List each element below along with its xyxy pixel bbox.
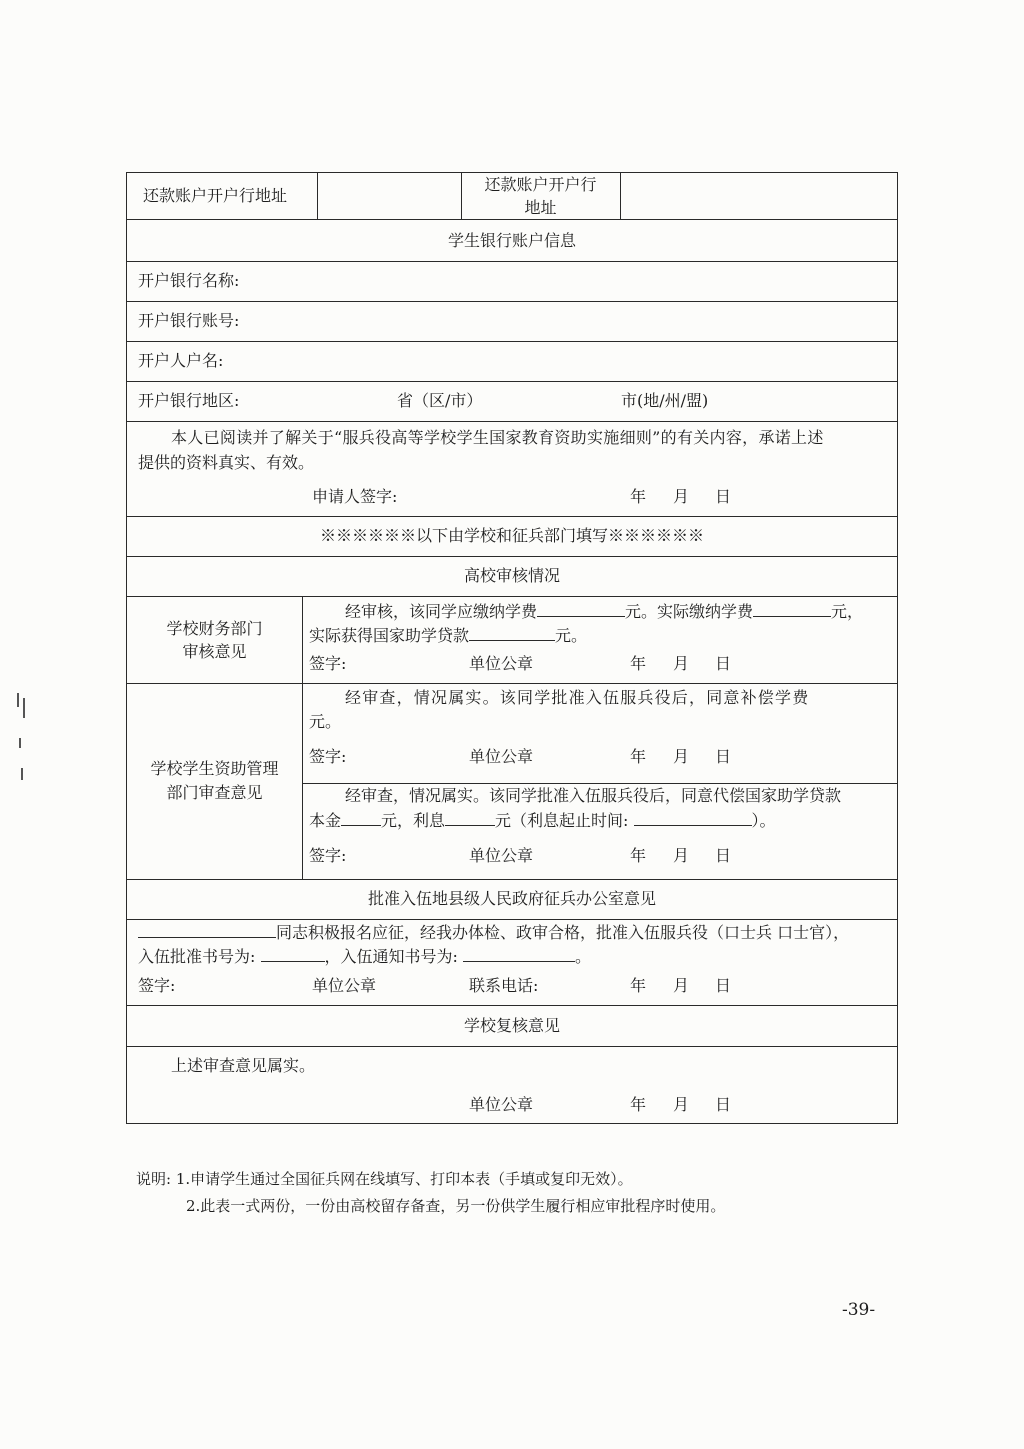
city-label: 市(地/州/盟) — [621, 391, 709, 410]
finance-dept-label-line1: 学校财务部门 — [166, 619, 263, 638]
date-day: 日 — [715, 487, 732, 506]
aid-text2-line1: 经审查，情况属实。该同学批准入伍服兵役后，同意代偿国家助学贷款 — [345, 786, 842, 805]
scan-mark-1 — [17, 693, 19, 707]
applicant-sign-label: 申请人签字: — [312, 487, 398, 506]
aid-text2-a: 本金 — [309, 811, 342, 830]
tuition-paid-field[interactable] — [753, 600, 831, 617]
aid-text2-c: 元（利息起止时间: — [495, 811, 629, 830]
aid2-date-year: 年 — [630, 846, 647, 865]
recruit-name-field[interactable] — [138, 921, 276, 938]
declaration-line1: 本人已阅读并了解关于“服兵役高等学校学生国家教育资助实施细则”的有关内容，承诺上述 — [171, 428, 824, 447]
finance-sign-label: 签字: — [309, 654, 347, 673]
aid-text1-line1: 经审查，情况属实。该同学批准入伍服兵役后，同意补偿学费 — [345, 688, 810, 707]
college-review-title: 高校审核情况 — [463, 566, 560, 585]
county-sign-label: 签字: — [138, 976, 176, 995]
scan-mark-4 — [21, 768, 23, 780]
recheck-date-year: 年 — [630, 1095, 647, 1114]
aid-dept-label-line2: 部门审查意见 — [166, 783, 263, 802]
finance-date-day: 日 — [715, 654, 732, 673]
province-label: 省（区/市） — [397, 391, 483, 410]
county-text-d: 。 — [575, 947, 592, 966]
county-date-day: 日 — [715, 976, 732, 995]
finance-text-e: 元。 — [555, 626, 588, 645]
repay-addr-label: 还款账户开户行地址 — [143, 186, 288, 205]
aid-dept-label-line1: 学校学生资助管理 — [150, 759, 279, 778]
loan-received-field[interactable] — [469, 624, 555, 641]
applicant-sign-field[interactable] — [407, 483, 607, 511]
finance-dept-label-line2: 审核意见 — [182, 642, 247, 661]
account-holder-field[interactable] — [237, 343, 887, 379]
note-2: 2.此表一式两份，一份由高校留存备查，另一份供学生履行相应审批程序时使用。 — [186, 1197, 726, 1215]
application-form-table — [126, 172, 898, 1124]
bank-name-field[interactable] — [257, 263, 887, 299]
contact-phone-label: 联系电话: — [469, 976, 539, 995]
repay-addr-label-2-line1: 还款账户开户行 — [484, 175, 597, 194]
county-text-b: 入伍批准书号为: — [138, 947, 256, 966]
approval-number-field[interactable] — [261, 945, 325, 962]
finance-text-d: 实际获得国家助学贷款 — [309, 626, 470, 645]
notice-number-field[interactable] — [463, 945, 575, 962]
aid2-date-month: 月 — [673, 846, 690, 865]
recheck-date-day: 日 — [715, 1095, 732, 1114]
finance-unit-seal: 单位公章 — [469, 654, 534, 673]
recheck-text: 上述审查意见属实。 — [171, 1056, 316, 1075]
aid1-date-month: 月 — [673, 747, 690, 766]
account-holder-label: 开户人户名: — [138, 351, 224, 370]
aid-text2-b: 元，利息 — [381, 811, 446, 830]
interest-period-field[interactable] — [634, 809, 752, 826]
finance-date-month: 月 — [673, 654, 690, 673]
note-1: 1.申请学生通过全国征兵网在线填写、打印本表（手填或复印无效）。 — [175, 1170, 633, 1188]
finance-text-a: 经审核，该同学应缴纳学费 — [345, 602, 538, 621]
declaration-line2: 提供的资料真实、有效。 — [138, 453, 315, 472]
date-year: 年 — [630, 487, 647, 506]
scan-mark-2 — [23, 698, 25, 718]
county-text-a: 同志积极报名应征，经我办体检、政审合格，批准入伍服兵役（口士兵 口士官）， — [276, 923, 850, 942]
loan-interest-field[interactable] — [445, 809, 495, 826]
aid1-unit-seal: 单位公章 — [469, 747, 534, 766]
page-number: -39- — [842, 1300, 876, 1320]
aid-text1-line2: 元。 — [309, 712, 342, 731]
aid1-date-year: 年 — [630, 747, 647, 766]
county-text-c: ，入伍通知书号为: — [324, 947, 458, 966]
county-office-title: 批准入伍地县级人民政府征兵办公室意见 — [367, 889, 656, 908]
finance-text-b: 元。实际缴纳学费 — [625, 602, 754, 621]
notes-section — [136, 1166, 725, 1220]
student-bank-title: 学生银行账户信息 — [447, 231, 576, 250]
school-fill-divider: ※※※※※※以下由学校和征兵部门填写※※※※※※ — [319, 526, 704, 545]
notes-prefix: 说明: — [136, 1170, 172, 1188]
bank-account-label: 开户银行账号: — [138, 311, 240, 330]
bank-account-field[interactable] — [257, 303, 887, 339]
date-month: 月 — [673, 487, 690, 506]
loan-principal-field[interactable] — [341, 809, 381, 826]
repay-addr-field-1[interactable] — [318, 174, 460, 218]
county-date-year: 年 — [630, 976, 647, 995]
county-unit-seal: 单位公章 — [312, 976, 377, 995]
aid2-date-day: 日 — [715, 846, 732, 865]
school-recheck-title: 学校复核意见 — [463, 1016, 560, 1035]
recheck-date-month: 月 — [673, 1095, 690, 1114]
finance-text-c: 元， — [831, 602, 864, 621]
tuition-due-field[interactable] — [537, 600, 625, 617]
bank-name-label: 开户银行名称: — [138, 271, 240, 290]
repay-addr-field-2[interactable] — [621, 174, 897, 218]
repay-addr-label-2-line2: 地址 — [524, 198, 557, 217]
aid2-unit-seal: 单位公章 — [469, 846, 534, 865]
county-date-month: 月 — [673, 976, 690, 995]
finance-date-year: 年 — [630, 654, 647, 673]
aid1-date-day: 日 — [715, 747, 732, 766]
aid1-sign-label: 签字: — [309, 747, 347, 766]
scan-mark-3 — [19, 738, 21, 748]
aid-text2-d: ）。 — [751, 811, 776, 830]
bank-region-label: 开户银行地区: — [138, 391, 240, 410]
recheck-unit-seal: 单位公章 — [469, 1095, 534, 1114]
aid2-sign-label: 签字: — [309, 846, 347, 865]
